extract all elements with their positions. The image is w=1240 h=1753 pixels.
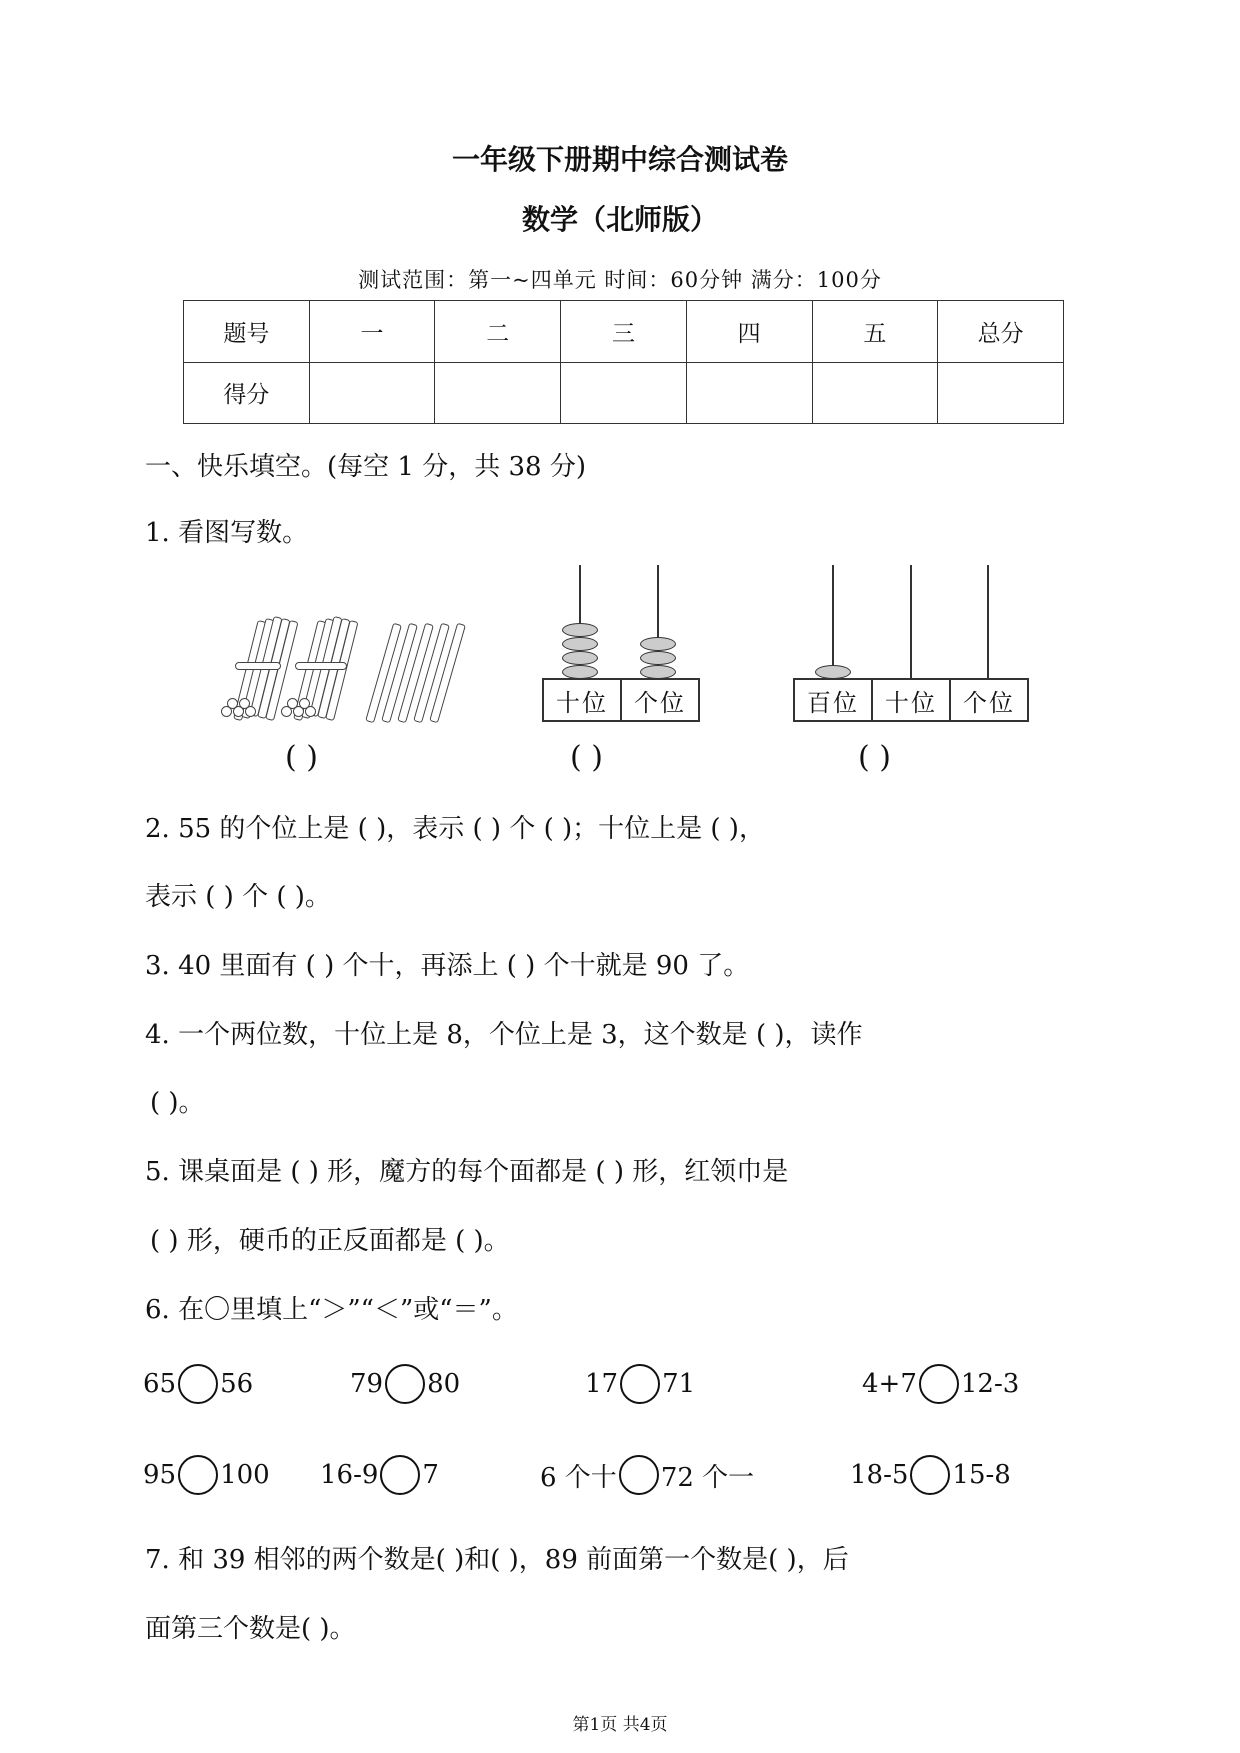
compare-circle-icon[interactable] [380,1455,420,1495]
compare-left: 16-9 [320,1460,379,1490]
stick-bundles-picture [215,610,455,730]
abacus-bead-icon [562,651,598,665]
compare-circle-icon[interactable] [619,1455,659,1495]
compare-item [850,1455,1011,1495]
section1-heading: 一、快乐填空。(每空 1 分，共 38 分) [145,452,586,482]
abacus-bead-icon [562,637,598,651]
compare-right: 80 [427,1369,461,1399]
compare-left: 95 [143,1460,177,1490]
q7-line2: 面第三个数是( )。 [145,1614,356,1644]
place-label: 十位 [871,680,949,720]
abacus-bead-icon [640,637,676,651]
compare-right: 72 个一 [660,1462,755,1493]
compare-left: 4+7 [862,1369,917,1399]
place-value-labels [793,678,1029,722]
compare-left: 6 个十 [540,1462,617,1493]
compare-right: 15-8 [952,1460,1011,1490]
score-cell: 五 [812,301,938,363]
compare-left: 18-5 [850,1460,909,1490]
score-cell: 题号 [184,301,310,363]
abacus-rod [910,565,912,680]
score-cell: 二 [435,301,561,363]
stick-end-icon [227,698,238,709]
compare-right: 12-3 [960,1369,1020,1399]
score-cell: 四 [686,301,812,363]
answer-blank[interactable]: ( ) [285,740,318,775]
q5-line2: ( ) 形，硬币的正反面都是 ( )。 [150,1226,510,1256]
score-entry-cell[interactable] [938,362,1064,424]
compare-item [540,1455,754,1495]
page-title: 一年级下册期中综合测试卷 [451,143,788,176]
score-entry-cell[interactable] [686,362,812,424]
compare-item [143,1364,253,1404]
q7-line1: 7. 和 39 相邻的两个数是( )和( )，89 前面第一个数是( )，后 [145,1545,849,1575]
score-cell: 一 [309,301,435,363]
compare-item [143,1455,270,1495]
score-cell: 三 [561,301,687,363]
compare-item [320,1455,439,1495]
compare-item [862,1364,1019,1404]
place-label: 个位 [620,680,698,720]
place-label: 百位 [807,688,859,717]
bundle-tie-icon [295,662,347,670]
bundle-tie-icon [235,662,281,670]
compare-right: 100 [220,1460,270,1490]
score-cell: 得分 [184,362,310,424]
compare-circle-icon[interactable] [178,1364,218,1404]
q1-text: 1. 看图写数。 [145,518,309,548]
score-table-header-row [184,301,1064,363]
answer-blank[interactable]: ( ) [858,740,891,775]
q6-text: 6. 在〇里填上“＞”“＜”或“＝”。 [145,1295,518,1325]
place-value-labels [542,678,700,722]
compare-circle-icon[interactable] [910,1455,950,1495]
stick-end-icon [287,698,298,709]
compare-left: 79 [350,1369,384,1399]
abacus-bead-icon [640,651,676,665]
place-label: 个位 [949,680,1027,720]
stick-end-icon [299,698,310,709]
compare-left: 65 [143,1369,177,1399]
score-entry-cell[interactable] [561,362,687,424]
abacus-rod [832,565,834,680]
score-cell: 总分 [938,301,1064,363]
test-meta: 测试范围：第一~四单元 时间：60分钟 满分：100分 [358,268,882,292]
abacus-bead-icon [562,623,598,637]
page-subtitle: 数学（北师版） [521,203,718,236]
score-entry-cell[interactable] [309,362,435,424]
stick-end-icon [239,698,250,709]
score-entry-cell[interactable] [435,362,561,424]
q4-line2: ( )。 [150,1088,205,1118]
q2-line2: 表示 ( ) 个 ( )。 [145,882,331,912]
compare-circle-icon[interactable] [919,1364,959,1404]
q2-line1: 2. 55 的个位上是 ( )，表示 ( ) 个 ( )；十位上是 ( )， [145,814,765,844]
abacus-bead-icon [815,665,851,679]
q5-line1: 5. 课桌面是 ( ) 形，魔方的每个面都是 ( ) 形，红领巾是 [145,1157,789,1187]
compare-item [585,1364,695,1404]
answer-blank[interactable]: ( ) [570,740,603,775]
place-label: 十位 [556,688,608,717]
compare-circle-icon[interactable] [178,1455,218,1495]
abacus-bead-icon [562,665,598,679]
page-footer: 第1页 共4页 [572,1715,668,1735]
compare-right: 56 [220,1369,254,1399]
compare-right: 71 [662,1369,696,1399]
compare-circle-icon[interactable] [385,1364,425,1404]
score-entry-cell[interactable] [812,362,938,424]
score-table [183,300,1064,424]
score-table-score-row [184,362,1064,424]
q3-text: 3. 40 里面有 ( ) 个十，再添上 ( ) 个十就是 90 了。 [145,951,750,981]
compare-item [350,1364,460,1404]
abacus-bead-icon [640,665,676,679]
q4-line1: 4. 一个两位数，十位上是 8，个位上是 3，这个数是 ( )，读作 [145,1020,863,1050]
compare-left: 17 [585,1369,619,1399]
compare-circle-icon[interactable] [620,1364,660,1404]
abacus-rod [987,565,989,680]
compare-right: 7 [422,1460,439,1490]
